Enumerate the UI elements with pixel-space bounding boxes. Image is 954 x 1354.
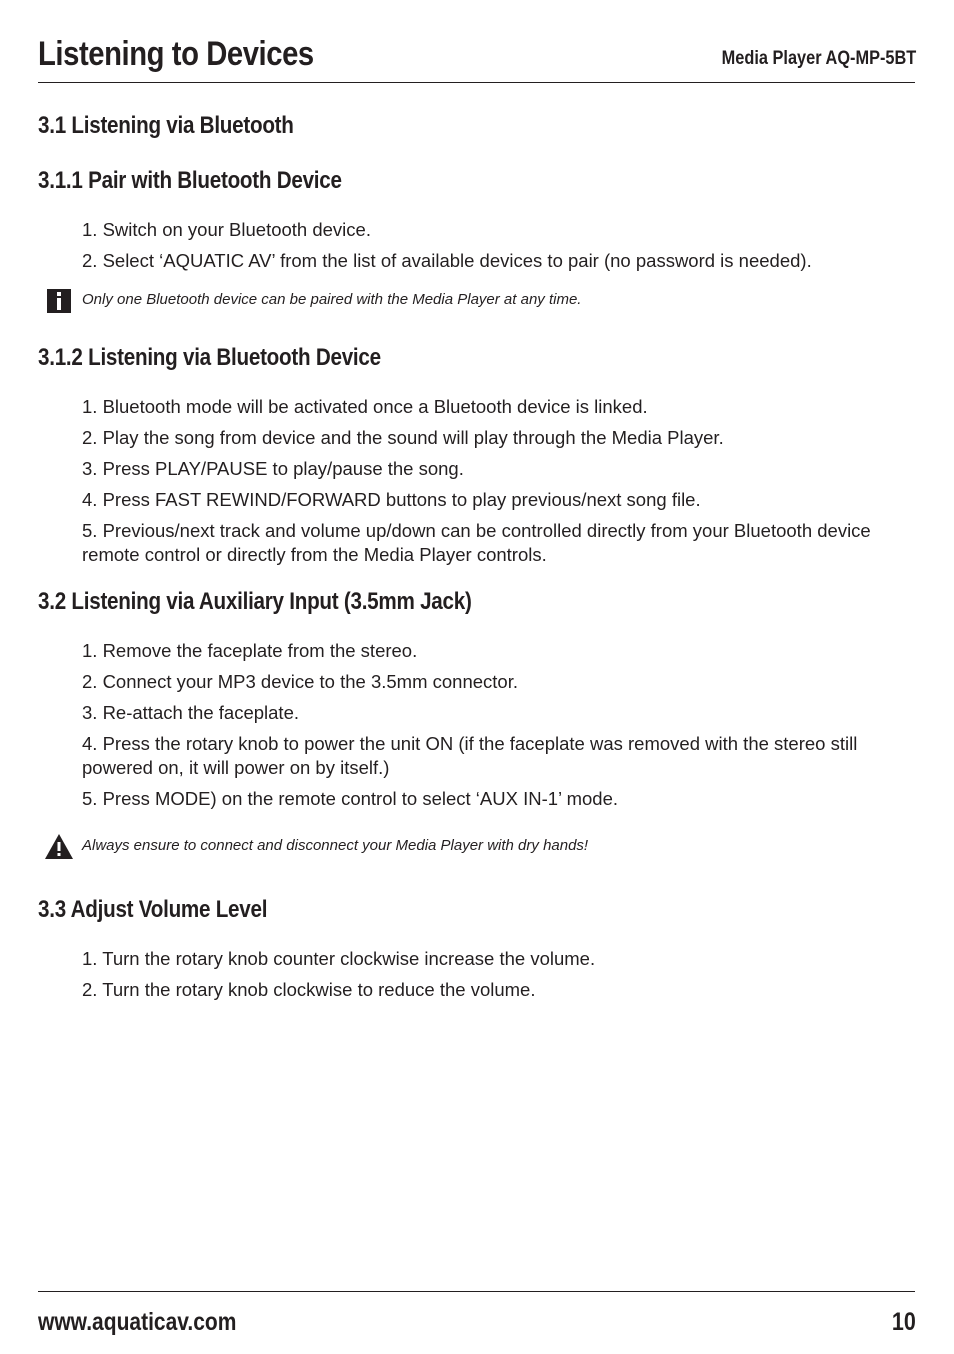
page-title: Listening to Devices <box>38 35 314 73</box>
section-heading-3-3: 3.3 Adjust Volume Level <box>38 896 268 923</box>
list-item: 2. Play the song from device and the sound will play through the Media Player. <box>82 427 724 448</box>
warning-note-text: Always ensure to connect and disconnect your Media Player with dry hands! <box>82 837 589 854</box>
section-heading-3-1-1: 3.1.1 Pair with Bluetooth Device <box>38 167 342 194</box>
section-heading-3-1: 3.1 Listening via Bluetooth <box>38 112 294 139</box>
list-item: 5. Press MODE) on the remote control to select ‘AUX IN-1’ mode. <box>82 788 619 809</box>
pair-steps-list <box>82 218 912 280</box>
list-item: 3. Re-attach the faceplate. <box>82 702 299 723</box>
bluetooth-listening-steps-list <box>82 395 912 574</box>
section-heading-3-2: 3.2 Listening via Auxiliary Input (3.5mm Jack) <box>38 588 472 615</box>
footer-url: www.aquaticav.com <box>38 1308 237 1336</box>
model-label: Media Player AQ-MP-5BT <box>721 48 916 69</box>
info-note-text: Only one Bluetooth device can be paired with the Media Player at any time. <box>82 291 582 308</box>
list-item: 1. Bluetooth mode will be activated once a Bluetooth device is linked. <box>82 396 648 417</box>
footer-divider <box>38 1291 915 1292</box>
list-item: 3. Press PLAY/PAUSE to play/pause the song. <box>82 458 464 479</box>
info-icon <box>44 287 74 313</box>
list-item: 5. Previous/next track and volume up/down can be controlled directly from your Bluetooth device remote control or directly from the Media Player controls. <box>82 520 871 565</box>
info-note <box>44 285 914 315</box>
volume-steps-list <box>82 947 912 1009</box>
section-heading-3-1-2: 3.1.2 Listening via Bluetooth Device <box>38 344 381 371</box>
header-divider <box>38 82 915 83</box>
list-item: 2. Select ‘AQUATIC AV’ from the list of available devices to pair (no password is needed). <box>82 250 812 271</box>
warning-note <box>44 831 914 861</box>
list-item: 2. Turn the rotary knob clockwise to reduce the volume. <box>82 979 536 1000</box>
list-item: 4. Press the rotary knob to power the unit ON (if the faceplate was removed with the stereo still powered on, it will power on by itself.) <box>82 733 858 778</box>
list-item: 1. Turn the rotary knob counter clockwise increase the volume. <box>82 948 596 969</box>
list-item: 4. Press FAST REWIND/FORWARD buttons to play previous/next song file. <box>82 489 701 510</box>
list-item: 1. Remove the faceplate from the stereo. <box>82 640 418 661</box>
warning-icon <box>44 833 74 859</box>
list-item: 2. Connect your MP3 device to the 3.5mm connector. <box>82 671 519 692</box>
list-item: 1. Switch on your Bluetooth device. <box>82 219 371 240</box>
aux-steps-list <box>82 639 912 818</box>
page-number: 10 <box>892 1308 916 1336</box>
